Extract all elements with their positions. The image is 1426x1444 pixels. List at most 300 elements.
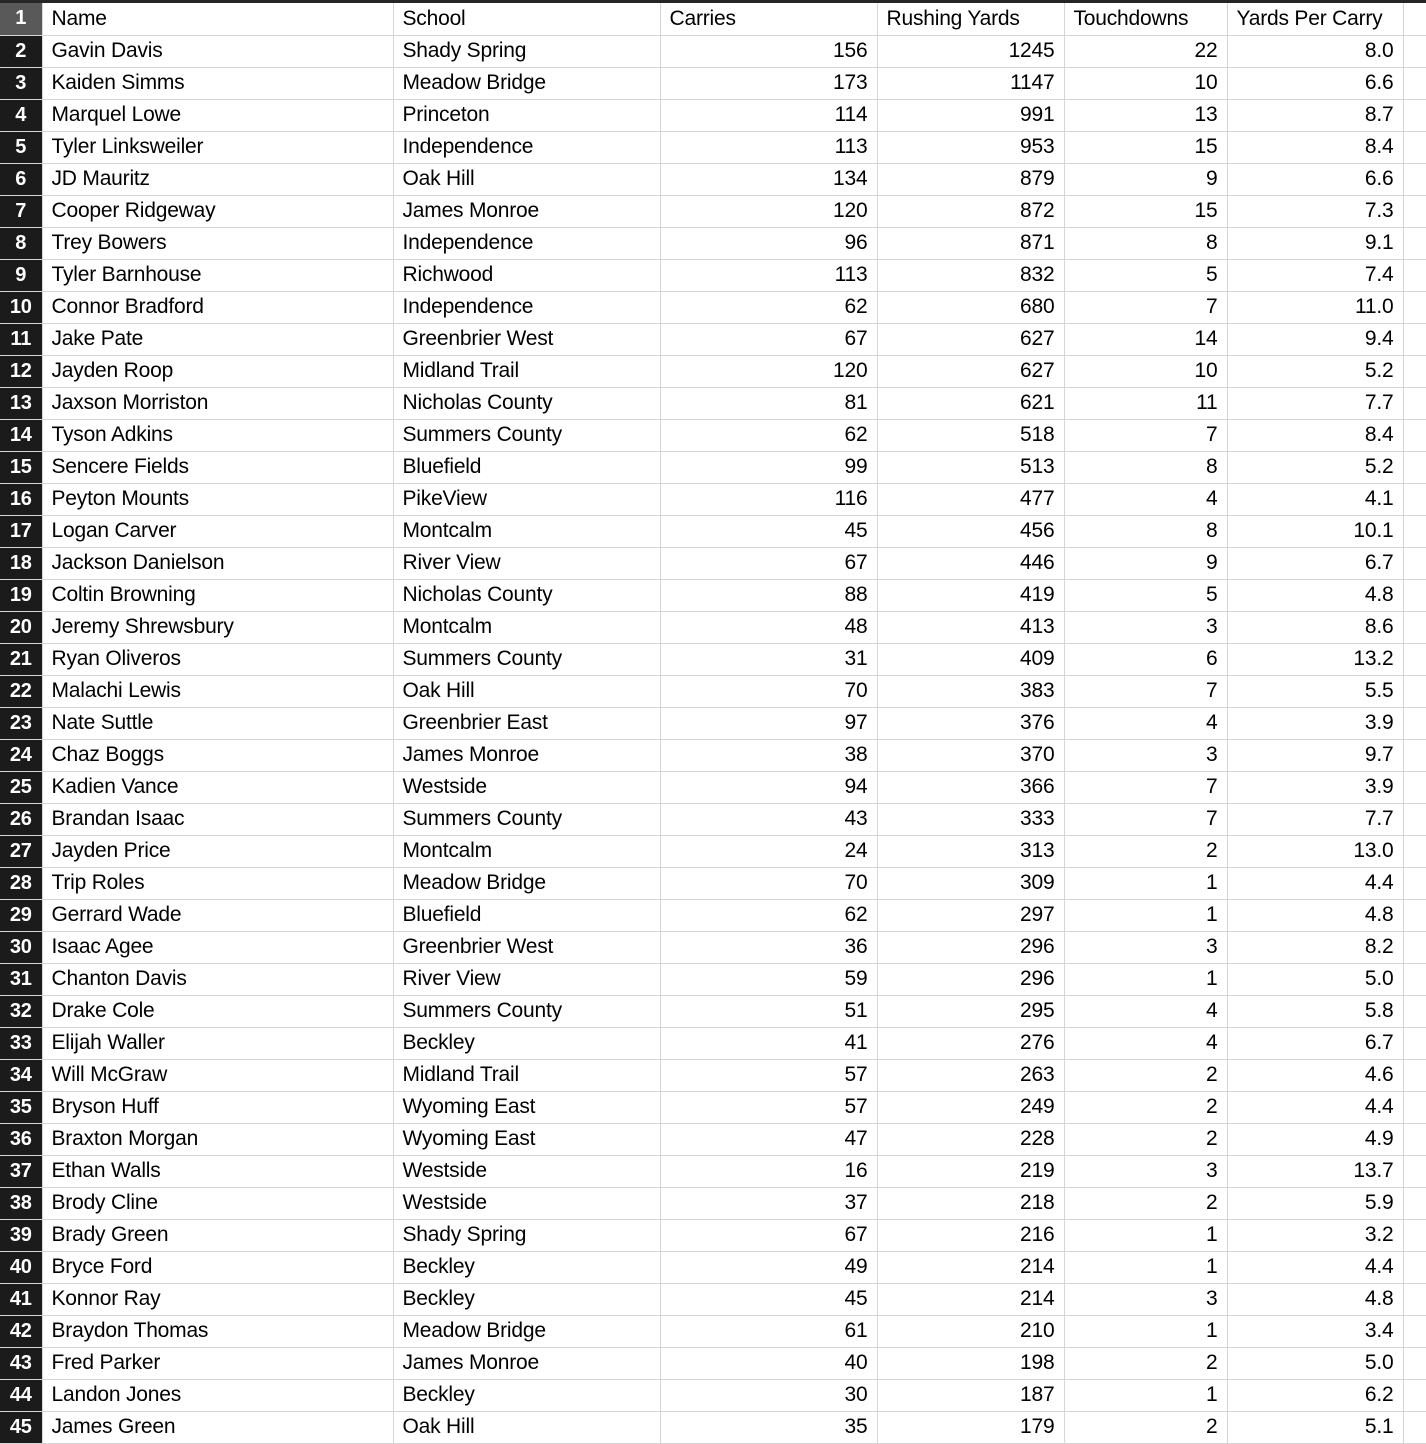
empty-cell[interactable] (1403, 515, 1426, 547)
cell-school[interactable]: River View (393, 547, 660, 579)
cell-carries[interactable]: 47 (660, 1123, 877, 1155)
cell-rushing-yards[interactable]: 333 (877, 803, 1064, 835)
row-number-cell[interactable]: 28 (0, 867, 42, 899)
cell-carries[interactable]: 67 (660, 323, 877, 355)
cell-touchdowns[interactable]: 1 (1064, 899, 1227, 931)
cell-school[interactable]: Summers County (393, 995, 660, 1027)
row-number-cell[interactable]: 2 (0, 35, 42, 67)
empty-cell[interactable] (1403, 259, 1426, 291)
cell-rushing-yards[interactable]: 366 (877, 771, 1064, 803)
row-number-cell[interactable]: 18 (0, 547, 42, 579)
cell-yards-per-carry[interactable]: 4.4 (1227, 1251, 1403, 1283)
cell-touchdowns[interactable]: 7 (1064, 803, 1227, 835)
cell-name[interactable]: JD Mauritz (42, 163, 393, 195)
cell-name[interactable]: Gavin Davis (42, 35, 393, 67)
cell-touchdowns[interactable]: 2 (1064, 1091, 1227, 1123)
cell-name[interactable]: Braydon Thomas (42, 1315, 393, 1347)
cell-yards-per-carry[interactable]: 4.8 (1227, 579, 1403, 611)
row-number-cell[interactable]: 5 (0, 131, 42, 163)
cell-touchdowns[interactable]: 14 (1064, 323, 1227, 355)
cell-touchdowns[interactable]: 4 (1064, 483, 1227, 515)
empty-cell[interactable] (1403, 1059, 1426, 1091)
cell-name[interactable]: Nate Suttle (42, 707, 393, 739)
cell-yards-per-carry[interactable]: 7.7 (1227, 803, 1403, 835)
cell-touchdowns[interactable]: 2 (1064, 1059, 1227, 1091)
cell-name[interactable]: Tyler Linksweiler (42, 131, 393, 163)
cell-name[interactable]: Peyton Mounts (42, 483, 393, 515)
cell-school[interactable]: Independence (393, 227, 660, 259)
cell-yards-per-carry[interactable]: 11.0 (1227, 291, 1403, 323)
cell-rushing-yards[interactable]: 218 (877, 1187, 1064, 1219)
cell-touchdowns[interactable]: 3 (1064, 931, 1227, 963)
cell-name[interactable]: Trey Bowers (42, 227, 393, 259)
cell-touchdowns[interactable]: 7 (1064, 771, 1227, 803)
cell-carries[interactable]: 38 (660, 739, 877, 771)
cell-touchdowns[interactable]: 4 (1064, 995, 1227, 1027)
row-number-cell[interactable]: 41 (0, 1283, 42, 1315)
row-number-cell[interactable]: 42 (0, 1315, 42, 1347)
cell-yards-per-carry[interactable]: 5.9 (1227, 1187, 1403, 1219)
row-number-cell[interactable]: 3 (0, 67, 42, 99)
row-number-cell[interactable]: 15 (0, 451, 42, 483)
row-number-cell[interactable]: 40 (0, 1251, 42, 1283)
cell-school[interactable]: Wyoming East (393, 1091, 660, 1123)
cell-school[interactable]: Nicholas County (393, 387, 660, 419)
cell-carries[interactable]: 35 (660, 1411, 877, 1443)
cell-school[interactable]: Wyoming East (393, 1123, 660, 1155)
cell-rushing-yards[interactable]: 309 (877, 867, 1064, 899)
empty-cell[interactable] (1403, 163, 1426, 195)
cell-yards-per-carry[interactable]: 8.0 (1227, 35, 1403, 67)
cell-rushing-yards[interactable]: 1245 (877, 35, 1064, 67)
header-carries[interactable]: Carries (660, 3, 877, 35)
cell-name[interactable]: Kaiden Simms (42, 67, 393, 99)
row-number-cell[interactable]: 44 (0, 1379, 42, 1411)
empty-cell[interactable] (1403, 675, 1426, 707)
cell-name[interactable]: Brody Cline (42, 1187, 393, 1219)
row-number-cell[interactable]: 1 (0, 3, 42, 35)
row-number-cell[interactable]: 7 (0, 195, 42, 227)
cell-school[interactable]: Princeton (393, 99, 660, 131)
row-number-cell[interactable]: 38 (0, 1187, 42, 1219)
cell-yards-per-carry[interactable]: 9.1 (1227, 227, 1403, 259)
cell-touchdowns[interactable]: 2 (1064, 1347, 1227, 1379)
cell-rushing-yards[interactable]: 214 (877, 1251, 1064, 1283)
cell-name[interactable]: Malachi Lewis (42, 675, 393, 707)
cell-carries[interactable]: 41 (660, 1027, 877, 1059)
empty-cell[interactable] (1403, 611, 1426, 643)
cell-name[interactable]: Jaxson Morriston (42, 387, 393, 419)
cell-school[interactable]: Meadow Bridge (393, 867, 660, 899)
cell-yards-per-carry[interactable]: 4.8 (1227, 1283, 1403, 1315)
cell-carries[interactable]: 59 (660, 963, 877, 995)
empty-cell[interactable] (1403, 579, 1426, 611)
cell-school[interactable]: Shady Spring (393, 35, 660, 67)
cell-yards-per-carry[interactable]: 7.3 (1227, 195, 1403, 227)
cell-name[interactable]: Jayden Price (42, 835, 393, 867)
row-number-cell[interactable]: 43 (0, 1347, 42, 1379)
cell-name[interactable]: James Green (42, 1411, 393, 1443)
cell-yards-per-carry[interactable]: 6.2 (1227, 1379, 1403, 1411)
cell-carries[interactable]: 116 (660, 483, 877, 515)
cell-yards-per-carry[interactable]: 13.0 (1227, 835, 1403, 867)
header-name[interactable]: Name (42, 3, 393, 35)
cell-carries[interactable]: 30 (660, 1379, 877, 1411)
cell-carries[interactable]: 96 (660, 227, 877, 259)
cell-yards-per-carry[interactable]: 8.7 (1227, 99, 1403, 131)
cell-name[interactable]: Ryan Oliveros (42, 643, 393, 675)
cell-touchdowns[interactable]: 2 (1064, 1187, 1227, 1219)
cell-touchdowns[interactable]: 3 (1064, 611, 1227, 643)
cell-rushing-yards[interactable]: 871 (877, 227, 1064, 259)
cell-yards-per-carry[interactable]: 7.7 (1227, 387, 1403, 419)
empty-cell[interactable] (1403, 67, 1426, 99)
cell-name[interactable]: Kadien Vance (42, 771, 393, 803)
cell-rushing-yards[interactable]: 219 (877, 1155, 1064, 1187)
cell-yards-per-carry[interactable]: 3.9 (1227, 707, 1403, 739)
cell-name[interactable]: Jake Pate (42, 323, 393, 355)
cell-carries[interactable]: 173 (660, 67, 877, 99)
cell-touchdowns[interactable]: 15 (1064, 195, 1227, 227)
row-number-cell[interactable]: 10 (0, 291, 42, 323)
cell-name[interactable]: Gerrard Wade (42, 899, 393, 931)
empty-cell[interactable] (1403, 131, 1426, 163)
cell-carries[interactable]: 37 (660, 1187, 877, 1219)
cell-carries[interactable]: 97 (660, 707, 877, 739)
empty-cell[interactable] (1403, 195, 1426, 227)
empty-cell[interactable] (1403, 1219, 1426, 1251)
cell-yards-per-carry[interactable]: 8.6 (1227, 611, 1403, 643)
cell-school[interactable]: Oak Hill (393, 675, 660, 707)
cell-rushing-yards[interactable]: 477 (877, 483, 1064, 515)
cell-touchdowns[interactable]: 9 (1064, 163, 1227, 195)
cell-school[interactable]: Beckley (393, 1251, 660, 1283)
empty-cell[interactable] (1403, 227, 1426, 259)
cell-carries[interactable]: 120 (660, 195, 877, 227)
row-number-cell[interactable]: 8 (0, 227, 42, 259)
row-number-cell[interactable]: 34 (0, 1059, 42, 1091)
empty-cell[interactable] (1403, 1251, 1426, 1283)
row-number-cell[interactable]: 32 (0, 995, 42, 1027)
cell-touchdowns[interactable]: 9 (1064, 547, 1227, 579)
empty-cell[interactable] (1403, 707, 1426, 739)
cell-school[interactable]: Independence (393, 291, 660, 323)
cell-yards-per-carry[interactable]: 9.4 (1227, 323, 1403, 355)
cell-carries[interactable]: 114 (660, 99, 877, 131)
cell-yards-per-carry[interactable]: 5.8 (1227, 995, 1403, 1027)
cell-carries[interactable]: 70 (660, 675, 877, 707)
cell-name[interactable]: Drake Cole (42, 995, 393, 1027)
row-number-cell[interactable]: 30 (0, 931, 42, 963)
cell-school[interactable]: Montcalm (393, 515, 660, 547)
cell-touchdowns[interactable]: 11 (1064, 387, 1227, 419)
cell-rushing-yards[interactable]: 413 (877, 611, 1064, 643)
cell-school[interactable]: Shady Spring (393, 1219, 660, 1251)
cell-carries[interactable]: 45 (660, 1283, 877, 1315)
empty-cell[interactable] (1403, 1283, 1426, 1315)
cell-carries[interactable]: 67 (660, 1219, 877, 1251)
empty-cell[interactable] (1403, 803, 1426, 835)
cell-carries[interactable]: 61 (660, 1315, 877, 1347)
row-number-cell[interactable]: 33 (0, 1027, 42, 1059)
cell-carries[interactable]: 16 (660, 1155, 877, 1187)
cell-name[interactable]: Jayden Roop (42, 355, 393, 387)
cell-rushing-yards[interactable]: 295 (877, 995, 1064, 1027)
cell-yards-per-carry[interactable]: 5.0 (1227, 963, 1403, 995)
empty-cell[interactable] (1403, 643, 1426, 675)
row-number-cell[interactable]: 20 (0, 611, 42, 643)
cell-carries[interactable]: 57 (660, 1059, 877, 1091)
cell-touchdowns[interactable]: 5 (1064, 579, 1227, 611)
row-number-cell[interactable]: 36 (0, 1123, 42, 1155)
cell-yards-per-carry[interactable]: 6.7 (1227, 1027, 1403, 1059)
cell-yards-per-carry[interactable]: 4.6 (1227, 1059, 1403, 1091)
cell-school[interactable]: Bluefield (393, 899, 660, 931)
cell-touchdowns[interactable]: 5 (1064, 259, 1227, 291)
cell-school[interactable]: James Monroe (393, 195, 660, 227)
cell-yards-per-carry[interactable]: 5.2 (1227, 451, 1403, 483)
cell-yards-per-carry[interactable]: 6.6 (1227, 163, 1403, 195)
cell-rushing-yards[interactable]: 216 (877, 1219, 1064, 1251)
cell-yards-per-carry[interactable]: 4.1 (1227, 483, 1403, 515)
cell-touchdowns[interactable]: 1 (1064, 963, 1227, 995)
cell-touchdowns[interactable]: 15 (1064, 131, 1227, 163)
cell-school[interactable]: Meadow Bridge (393, 1315, 660, 1347)
cell-name[interactable]: Coltin Browning (42, 579, 393, 611)
cell-touchdowns[interactable]: 2 (1064, 835, 1227, 867)
cell-rushing-yards[interactable]: 313 (877, 835, 1064, 867)
empty-cell[interactable] (1403, 1187, 1426, 1219)
cell-school[interactable]: Westside (393, 1187, 660, 1219)
row-number-cell[interactable]: 31 (0, 963, 42, 995)
cell-name[interactable]: Connor Bradford (42, 291, 393, 323)
cell-yards-per-carry[interactable]: 5.1 (1227, 1411, 1403, 1443)
cell-yards-per-carry[interactable]: 4.8 (1227, 899, 1403, 931)
empty-cell[interactable] (1403, 291, 1426, 323)
row-number-cell[interactable]: 17 (0, 515, 42, 547)
cell-name[interactable]: Jackson Danielson (42, 547, 393, 579)
cell-school[interactable]: Westside (393, 771, 660, 803)
cell-touchdowns[interactable]: 13 (1064, 99, 1227, 131)
cell-school[interactable]: Beckley (393, 1027, 660, 1059)
cell-name[interactable]: Braxton Morgan (42, 1123, 393, 1155)
cell-yards-per-carry[interactable]: 10.1 (1227, 515, 1403, 547)
cell-carries[interactable]: 48 (660, 611, 877, 643)
row-number-cell[interactable]: 4 (0, 99, 42, 131)
cell-yards-per-carry[interactable]: 8.4 (1227, 419, 1403, 451)
cell-touchdowns[interactable]: 1 (1064, 1219, 1227, 1251)
cell-touchdowns[interactable]: 3 (1064, 1283, 1227, 1315)
cell-school[interactable]: James Monroe (393, 1347, 660, 1379)
cell-name[interactable]: Ethan Walls (42, 1155, 393, 1187)
cell-carries[interactable]: 31 (660, 643, 877, 675)
empty-cell[interactable] (1403, 867, 1426, 899)
cell-school[interactable]: Midland Trail (393, 1059, 660, 1091)
cell-school[interactable]: Summers County (393, 643, 660, 675)
row-number-cell[interactable]: 12 (0, 355, 42, 387)
cell-school[interactable]: Bluefield (393, 451, 660, 483)
cell-school[interactable]: James Monroe (393, 739, 660, 771)
cell-school[interactable]: PikeView (393, 483, 660, 515)
cell-school[interactable]: Beckley (393, 1379, 660, 1411)
cell-yards-per-carry[interactable]: 9.7 (1227, 739, 1403, 771)
cell-rushing-yards[interactable]: 446 (877, 547, 1064, 579)
row-number-cell[interactable]: 6 (0, 163, 42, 195)
row-number-cell[interactable]: 24 (0, 739, 42, 771)
cell-name[interactable]: Trip Roles (42, 867, 393, 899)
cell-rushing-yards[interactable]: 296 (877, 963, 1064, 995)
cell-touchdowns[interactable]: 10 (1064, 355, 1227, 387)
cell-school[interactable]: Oak Hill (393, 1411, 660, 1443)
cell-carries[interactable]: 57 (660, 1091, 877, 1123)
cell-carries[interactable]: 24 (660, 835, 877, 867)
cell-name[interactable]: Bryce Ford (42, 1251, 393, 1283)
cell-carries[interactable]: 62 (660, 899, 877, 931)
row-number-cell[interactable]: 16 (0, 483, 42, 515)
cell-yards-per-carry[interactable]: 3.4 (1227, 1315, 1403, 1347)
header-rushing-yards[interactable]: Rushing Yards (877, 3, 1064, 35)
cell-rushing-yards[interactable]: 621 (877, 387, 1064, 419)
cell-yards-per-carry[interactable]: 4.9 (1227, 1123, 1403, 1155)
cell-carries[interactable]: 88 (660, 579, 877, 611)
cell-touchdowns[interactable]: 1 (1064, 1251, 1227, 1283)
cell-carries[interactable]: 49 (660, 1251, 877, 1283)
cell-touchdowns[interactable]: 1 (1064, 1315, 1227, 1347)
cell-name[interactable]: Cooper Ridgeway (42, 195, 393, 227)
row-number-cell[interactable]: 37 (0, 1155, 42, 1187)
row-number-cell[interactable]: 25 (0, 771, 42, 803)
cell-rushing-yards[interactable]: 627 (877, 355, 1064, 387)
cell-school[interactable]: Westside (393, 1155, 660, 1187)
cell-yards-per-carry[interactable]: 6.6 (1227, 67, 1403, 99)
cell-school[interactable]: Montcalm (393, 835, 660, 867)
row-number-cell[interactable]: 45 (0, 1411, 42, 1443)
cell-rushing-yards[interactable]: 872 (877, 195, 1064, 227)
cell-name[interactable]: Konnor Ray (42, 1283, 393, 1315)
empty-cell[interactable] (1403, 771, 1426, 803)
cell-yards-per-carry[interactable]: 8.2 (1227, 931, 1403, 963)
cell-carries[interactable]: 62 (660, 291, 877, 323)
empty-cell[interactable] (1403, 1091, 1426, 1123)
cell-touchdowns[interactable]: 4 (1064, 707, 1227, 739)
cell-school[interactable]: Greenbrier West (393, 323, 660, 355)
row-number-cell[interactable]: 23 (0, 707, 42, 739)
empty-cell[interactable] (1403, 963, 1426, 995)
empty-cell[interactable] (1403, 1155, 1426, 1187)
cell-yards-per-carry[interactable]: 5.0 (1227, 1347, 1403, 1379)
empty-cell[interactable] (1403, 739, 1426, 771)
empty-cell[interactable] (1403, 99, 1426, 131)
cell-carries[interactable]: 70 (660, 867, 877, 899)
cell-rushing-yards[interactable]: 297 (877, 899, 1064, 931)
empty-cell[interactable] (1403, 899, 1426, 931)
cell-carries[interactable]: 120 (660, 355, 877, 387)
cell-rushing-yards[interactable]: 228 (877, 1123, 1064, 1155)
cell-school[interactable]: Beckley (393, 1283, 660, 1315)
cell-school[interactable]: Montcalm (393, 611, 660, 643)
cell-name[interactable]: Marquel Lowe (42, 99, 393, 131)
cell-rushing-yards[interactable]: 187 (877, 1379, 1064, 1411)
empty-cell[interactable] (1403, 483, 1426, 515)
cell-yards-per-carry[interactable]: 5.5 (1227, 675, 1403, 707)
row-number-cell[interactable]: 11 (0, 323, 42, 355)
cell-rushing-yards[interactable]: 376 (877, 707, 1064, 739)
row-number-cell[interactable]: 22 (0, 675, 42, 707)
empty-cell[interactable] (1403, 1411, 1426, 1443)
cell-rushing-yards[interactable]: 179 (877, 1411, 1064, 1443)
cell-touchdowns[interactable]: 2 (1064, 1411, 1227, 1443)
cell-rushing-yards[interactable]: 296 (877, 931, 1064, 963)
cell-rushing-yards[interactable]: 276 (877, 1027, 1064, 1059)
cell-yards-per-carry[interactable]: 8.4 (1227, 131, 1403, 163)
empty-cell[interactable] (1403, 835, 1426, 867)
cell-touchdowns[interactable]: 1 (1064, 867, 1227, 899)
cell-rushing-yards[interactable]: 991 (877, 99, 1064, 131)
empty-cell[interactable] (1403, 451, 1426, 483)
cell-name[interactable]: Brandan Isaac (42, 803, 393, 835)
cell-school[interactable]: Summers County (393, 419, 660, 451)
cell-name[interactable]: Landon Jones (42, 1379, 393, 1411)
row-number-cell[interactable]: 21 (0, 643, 42, 675)
cell-carries[interactable]: 67 (660, 547, 877, 579)
empty-cell[interactable] (1403, 1379, 1426, 1411)
cell-carries[interactable]: 134 (660, 163, 877, 195)
cell-yards-per-carry[interactable]: 3.9 (1227, 771, 1403, 803)
cell-touchdowns[interactable]: 8 (1064, 515, 1227, 547)
cell-yards-per-carry[interactable]: 4.4 (1227, 1091, 1403, 1123)
empty-cell[interactable] (1403, 419, 1426, 451)
cell-rushing-yards[interactable]: 210 (877, 1315, 1064, 1347)
cell-name[interactable]: Sencere Fields (42, 451, 393, 483)
cell-rushing-yards[interactable]: 456 (877, 515, 1064, 547)
empty-cell[interactable] (1403, 931, 1426, 963)
empty-cell[interactable] (1403, 995, 1426, 1027)
cell-touchdowns[interactable]: 22 (1064, 35, 1227, 67)
cell-touchdowns[interactable]: 7 (1064, 419, 1227, 451)
empty-cell[interactable] (1403, 1123, 1426, 1155)
cell-touchdowns[interactable]: 2 (1064, 1123, 1227, 1155)
cell-rushing-yards[interactable]: 383 (877, 675, 1064, 707)
cell-rushing-yards[interactable]: 513 (877, 451, 1064, 483)
cell-name[interactable]: Chaz Boggs (42, 739, 393, 771)
empty-cell[interactable] (1403, 1347, 1426, 1379)
cell-rushing-yards[interactable]: 680 (877, 291, 1064, 323)
cell-carries[interactable]: 99 (660, 451, 877, 483)
header-school[interactable]: School (393, 3, 660, 35)
cell-yards-per-carry[interactable]: 7.4 (1227, 259, 1403, 291)
cell-rushing-yards[interactable]: 419 (877, 579, 1064, 611)
empty-cell[interactable] (1403, 35, 1426, 67)
row-number-cell[interactable]: 35 (0, 1091, 42, 1123)
cell-carries[interactable]: 113 (660, 259, 877, 291)
cell-rushing-yards[interactable]: 214 (877, 1283, 1064, 1315)
cell-yards-per-carry[interactable]: 6.7 (1227, 547, 1403, 579)
cell-school[interactable]: Greenbrier East (393, 707, 660, 739)
cell-school[interactable]: Greenbrier West (393, 931, 660, 963)
cell-school[interactable]: Independence (393, 131, 660, 163)
cell-name[interactable]: Chanton Davis (42, 963, 393, 995)
cell-rushing-yards[interactable]: 953 (877, 131, 1064, 163)
empty-cell[interactable] (1403, 323, 1426, 355)
cell-rushing-yards[interactable]: 263 (877, 1059, 1064, 1091)
cell-carries[interactable]: 94 (660, 771, 877, 803)
empty-cell[interactable] (1403, 1315, 1426, 1347)
cell-touchdowns[interactable]: 3 (1064, 1155, 1227, 1187)
cell-yards-per-carry[interactable]: 3.2 (1227, 1219, 1403, 1251)
cell-name[interactable]: Fred Parker (42, 1347, 393, 1379)
empty-cell[interactable] (1403, 355, 1426, 387)
cell-school[interactable]: Summers County (393, 803, 660, 835)
